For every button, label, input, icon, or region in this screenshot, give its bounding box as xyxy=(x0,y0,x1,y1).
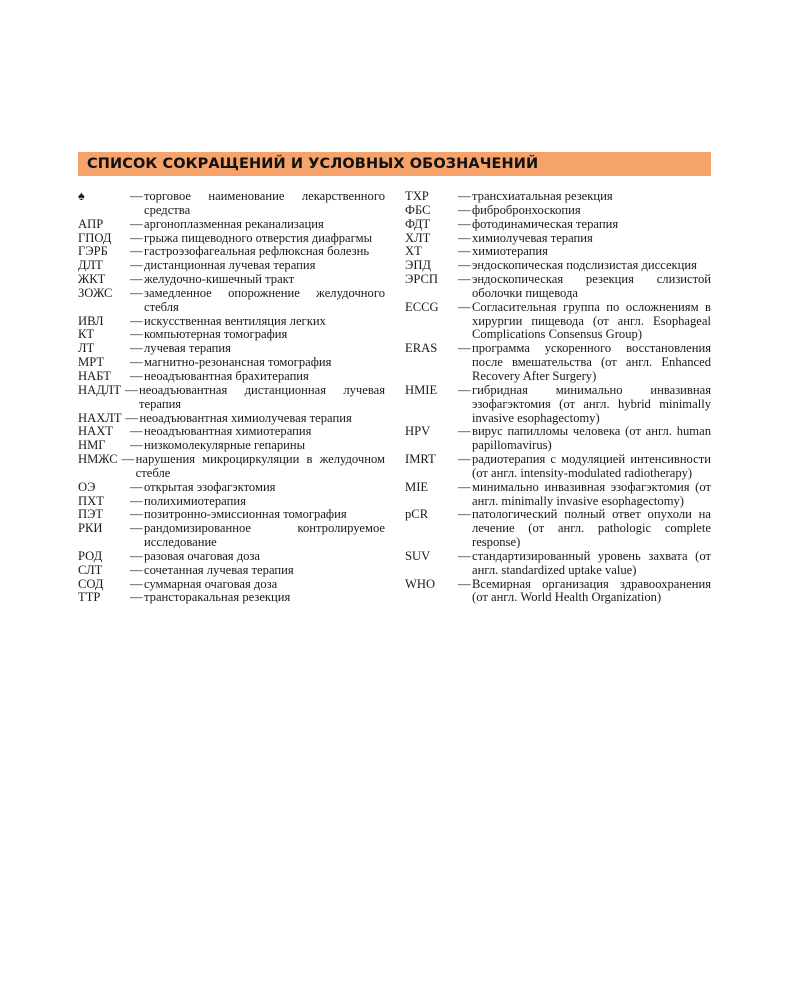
dash-separator: — xyxy=(130,216,143,231)
abbreviation-definition: разовая очаговая доза xyxy=(144,548,261,563)
abbreviation-list-right xyxy=(405,190,711,605)
dash-separator: — xyxy=(130,313,143,328)
abbreviation-term: НМЖС xyxy=(78,452,118,467)
abbreviation-term: КТ xyxy=(78,327,95,342)
dash-separator: — xyxy=(458,452,471,467)
abbreviation-entry xyxy=(78,412,385,426)
abbreviation-definition: неоадъювантная дистанционная лучевая терапия xyxy=(139,382,385,411)
abbreviation-term: МРТ xyxy=(78,355,105,370)
abbreviation-term: ЖКТ xyxy=(78,272,106,287)
dash-separator: — xyxy=(121,452,135,467)
abbreviation-entry xyxy=(78,218,385,232)
abbreviation-term: РКИ xyxy=(78,521,103,536)
dash-separator: — xyxy=(458,382,471,397)
abbreviation-definition: минимально инвазивная эзофагэктомия (от англ. minimally invasive esophagectomy) xyxy=(472,479,711,508)
dash-separator: — xyxy=(130,424,143,439)
abbreviation-definition: программа ускоренного восстановления после вмешательства (от англ. Enhanced Recovery After Surgery) xyxy=(472,341,711,383)
abbreviation-entry xyxy=(78,578,385,592)
abbreviation-term: ГПОД xyxy=(78,230,112,245)
abbreviation-entry xyxy=(405,342,711,384)
dash-separator: — xyxy=(458,258,471,273)
abbreviation-entry xyxy=(78,287,385,315)
abbreviation-term: СЛТ xyxy=(78,562,103,577)
dash-separator: — xyxy=(458,424,471,439)
abbreviation-definition: аргоноплазменная реканализация xyxy=(144,216,324,231)
abbreviation-definition: желудочно-кишечный тракт xyxy=(144,272,295,287)
dash-separator: — xyxy=(130,493,143,508)
abbreviation-entry xyxy=(405,232,711,246)
abbreviation-definition: суммарная очаговая доза xyxy=(144,576,278,591)
abbreviation-definition: компьютерная томография xyxy=(144,327,288,342)
abbreviation-entry xyxy=(78,564,385,578)
abbreviation-definition: неоадъювантная брахитерапия xyxy=(144,368,309,383)
dash-separator: — xyxy=(125,410,139,425)
abbreviation-definition: Всемирная организация здравоохранения (от англ. World Health Organization) xyxy=(472,576,711,605)
abbreviation-term: MIE xyxy=(405,479,429,494)
abbreviation-term: ОЭ xyxy=(78,479,96,494)
abbreviation-definition: грыжа пищеводного отверстия диафрагмы xyxy=(144,230,373,245)
abbreviation-definition: гибридная минимально инвазивная эзофагэктомия (от англ. hybrid minimally invasive esophagectomy) xyxy=(472,382,711,425)
abbreviation-entry xyxy=(78,453,385,481)
dash-separator: — xyxy=(130,507,143,522)
dash-separator: — xyxy=(130,285,143,300)
dash-separator: — xyxy=(130,341,143,356)
dash-separator: — xyxy=(130,479,143,494)
abbreviation-definition: химиотерапия xyxy=(472,244,548,259)
abbreviation-entry xyxy=(405,550,711,578)
abbreviation-definition: сочетанная лучевая терапия xyxy=(144,562,294,577)
dash-separator: — xyxy=(130,548,143,563)
abbreviation-definition: полихимиотерапия xyxy=(144,493,246,508)
abbreviation-term: HPV xyxy=(405,424,431,439)
abbreviation-definition: искусственная вентиляция легких xyxy=(144,313,326,328)
abbreviation-definition: низкомолекулярные гепарины xyxy=(144,438,306,453)
abbreviation-entry xyxy=(78,245,385,259)
abbreviation-entry xyxy=(78,273,385,287)
abbreviation-definition: Согласительная группа по осложнениям в хирургии пищевода (от англ. Esophageal Complications Consensus Group) xyxy=(472,299,711,342)
abbreviation-entry xyxy=(405,245,711,259)
abbreviation-term: НАДЛТ xyxy=(78,382,122,397)
abbreviation-term: ФДТ xyxy=(405,216,431,231)
abbreviation-term: ЛТ xyxy=(78,341,95,356)
abbreviation-definition: замедленное опорожнение желудочного стебля xyxy=(144,285,385,314)
abbreviation-term: ТХР xyxy=(405,189,429,203)
abbreviation-term: ПЭТ xyxy=(78,507,104,522)
abbreviation-definition: гастроэзофагеальная рефлюксная болезнь xyxy=(144,244,370,259)
dash-separator: — xyxy=(130,355,143,370)
abbreviation-term: ГЭРБ xyxy=(78,244,108,259)
dash-separator: — xyxy=(130,230,143,245)
abbreviation-list-left xyxy=(78,190,385,605)
abbreviation-entry xyxy=(405,481,711,509)
dash-separator: — xyxy=(458,576,471,591)
abbreviation-term: ECCG xyxy=(405,299,439,314)
abbreviation-term: ПХТ xyxy=(78,493,104,508)
abbreviation-entry xyxy=(78,591,385,605)
abbreviation-term: СОД xyxy=(78,576,104,591)
abbreviation-definition: дистанционная лучевая терапия xyxy=(144,258,316,273)
abbreviation-definition: торговое наименование лекарственного средства xyxy=(144,189,385,217)
dash-separator: — xyxy=(125,382,138,397)
abbreviation-definition: эндоскопическая резекция слизистой оболочки пищевода xyxy=(472,272,711,300)
abbreviation-definition: патологический полный ответ опухоли на лечение (от англ. pathologic complete response) xyxy=(472,507,711,550)
abbreviation-definition: химиолучевая терапия xyxy=(472,230,593,245)
abbreviation-definition: лучевая терапия xyxy=(144,341,231,356)
abbreviation-definition: неоадъювантная химиотерапия xyxy=(144,424,312,439)
abbreviation-entry xyxy=(78,495,385,509)
abbreviation-entry xyxy=(78,508,385,522)
dash-separator: — xyxy=(130,368,143,383)
abbreviation-entry xyxy=(78,481,385,495)
abbreviation-term: ФБС xyxy=(405,202,431,217)
dash-separator: — xyxy=(458,548,471,563)
abbreviation-entry xyxy=(405,204,711,218)
abbreviation-entry xyxy=(78,550,385,564)
dash-separator: — xyxy=(130,189,143,203)
abbreviation-definition: трансторакальная резекция xyxy=(144,590,291,605)
abbreviation-term: WHO xyxy=(405,576,436,591)
dash-separator: — xyxy=(458,189,471,203)
dash-separator: — xyxy=(458,216,471,231)
abbreviation-definition: неоадъювантная химиолучевая терапия xyxy=(139,410,352,425)
abbreviation-definition: открытая эзофагэктомия xyxy=(144,479,276,494)
abbreviation-entry xyxy=(78,522,385,550)
abbreviation-entry xyxy=(78,328,385,342)
abbreviation-term: pCR xyxy=(405,507,429,522)
dash-separator: — xyxy=(130,521,143,536)
abbreviation-definition: эндоскопическая подслизистая диссекция xyxy=(472,258,697,273)
abbreviation-term: ЭПД xyxy=(405,258,431,273)
dash-separator: — xyxy=(130,576,143,591)
dash-separator: — xyxy=(130,438,143,453)
abbreviation-term: HMIE xyxy=(405,382,438,397)
page-title: СПИСОК СОКРАЩЕНИЙ И УСЛОВНЫХ ОБОЗНАЧЕНИЙ xyxy=(78,152,711,176)
abbreviation-term: ТТР xyxy=(78,590,101,605)
abbreviation-term: ИВЛ xyxy=(78,313,104,328)
dash-separator: — xyxy=(458,202,471,217)
dash-separator: — xyxy=(130,590,143,605)
abbreviation-entry xyxy=(405,453,711,481)
abbreviation-entry xyxy=(78,342,385,356)
abbreviation-term: НМГ xyxy=(78,438,106,453)
dash-separator: — xyxy=(458,230,471,245)
abbreviation-definition: фотодинамическая терапия xyxy=(472,216,619,231)
abbreviation-entry xyxy=(405,273,711,301)
dash-separator: — xyxy=(130,244,143,259)
abbreviation-entry xyxy=(405,190,711,204)
dash-separator: — xyxy=(458,272,471,287)
dash-separator: — xyxy=(130,562,143,577)
dash-separator: — xyxy=(130,272,143,287)
dash-separator: — xyxy=(458,341,471,356)
abbreviation-entry xyxy=(78,425,385,439)
dash-separator: — xyxy=(458,507,471,522)
abbreviation-entry xyxy=(78,384,385,412)
abbreviation-term: ЭРСП xyxy=(405,272,438,287)
abbreviation-entry xyxy=(405,218,711,232)
dash-separator: — xyxy=(130,327,143,342)
abbreviation-definition: радиотерапия с модуляцией интенсивности (от англ. intensity-modulated radiotherapy) xyxy=(472,452,711,480)
abbreviation-entry xyxy=(78,190,385,218)
abbreviation-entry xyxy=(405,301,711,343)
dash-separator: — xyxy=(130,258,143,273)
abbreviation-definition: фибробронхоскопия xyxy=(472,202,581,217)
abbreviation-term: ЗОЖС xyxy=(78,285,113,300)
abbreviation-entry xyxy=(405,425,711,453)
abbreviation-entry xyxy=(78,439,385,453)
abbreviation-term: ♠ xyxy=(78,189,85,203)
abbreviation-entry xyxy=(78,259,385,273)
abbreviation-term: ХТ xyxy=(405,244,422,259)
abbreviation-entry xyxy=(78,356,385,370)
abbreviation-term: АПР xyxy=(78,216,104,231)
abbreviation-entry xyxy=(405,508,711,550)
abbreviation-term: IMRT xyxy=(405,452,436,467)
abbreviation-definition: нарушения микроциркуляции в желудочном стебле xyxy=(135,452,385,480)
abbreviation-definition: позитронно-эмиссионная томография xyxy=(144,507,347,522)
abbreviation-definition: стандартизированный уровень захвата (от англ. standardized uptake value) xyxy=(472,548,711,577)
abbreviation-entry xyxy=(78,315,385,329)
abbreviation-term: НАХТ xyxy=(78,424,113,439)
abbreviation-definition: рандомизированное контролируемое исследование xyxy=(144,521,385,550)
abbreviation-term: ERAS xyxy=(405,341,438,356)
abbreviation-entry xyxy=(78,232,385,246)
abbreviation-entry xyxy=(405,384,711,426)
abbreviation-definition: трансхиатальная резекция xyxy=(472,189,613,203)
dash-separator: — xyxy=(458,244,471,259)
abbreviation-term: НАХЛТ xyxy=(78,410,122,425)
dash-separator: — xyxy=(458,299,471,314)
abbreviation-term: РОД xyxy=(78,548,103,563)
abbreviation-term: НАБТ xyxy=(78,368,111,383)
abbreviation-term: ДЛТ xyxy=(78,258,103,273)
abbreviation-term: ХЛТ xyxy=(405,230,431,245)
abbreviation-entry xyxy=(405,259,711,273)
abbreviation-entry xyxy=(405,578,711,606)
abbreviation-entry xyxy=(78,370,385,384)
abbreviation-term: SUV xyxy=(405,548,431,563)
abbreviation-definition: магнитно-резонансная томография xyxy=(144,355,332,370)
dash-separator: — xyxy=(458,479,471,494)
abbreviation-definition: вирус папилломы человека (от англ. human papillomavirus) xyxy=(472,424,711,453)
